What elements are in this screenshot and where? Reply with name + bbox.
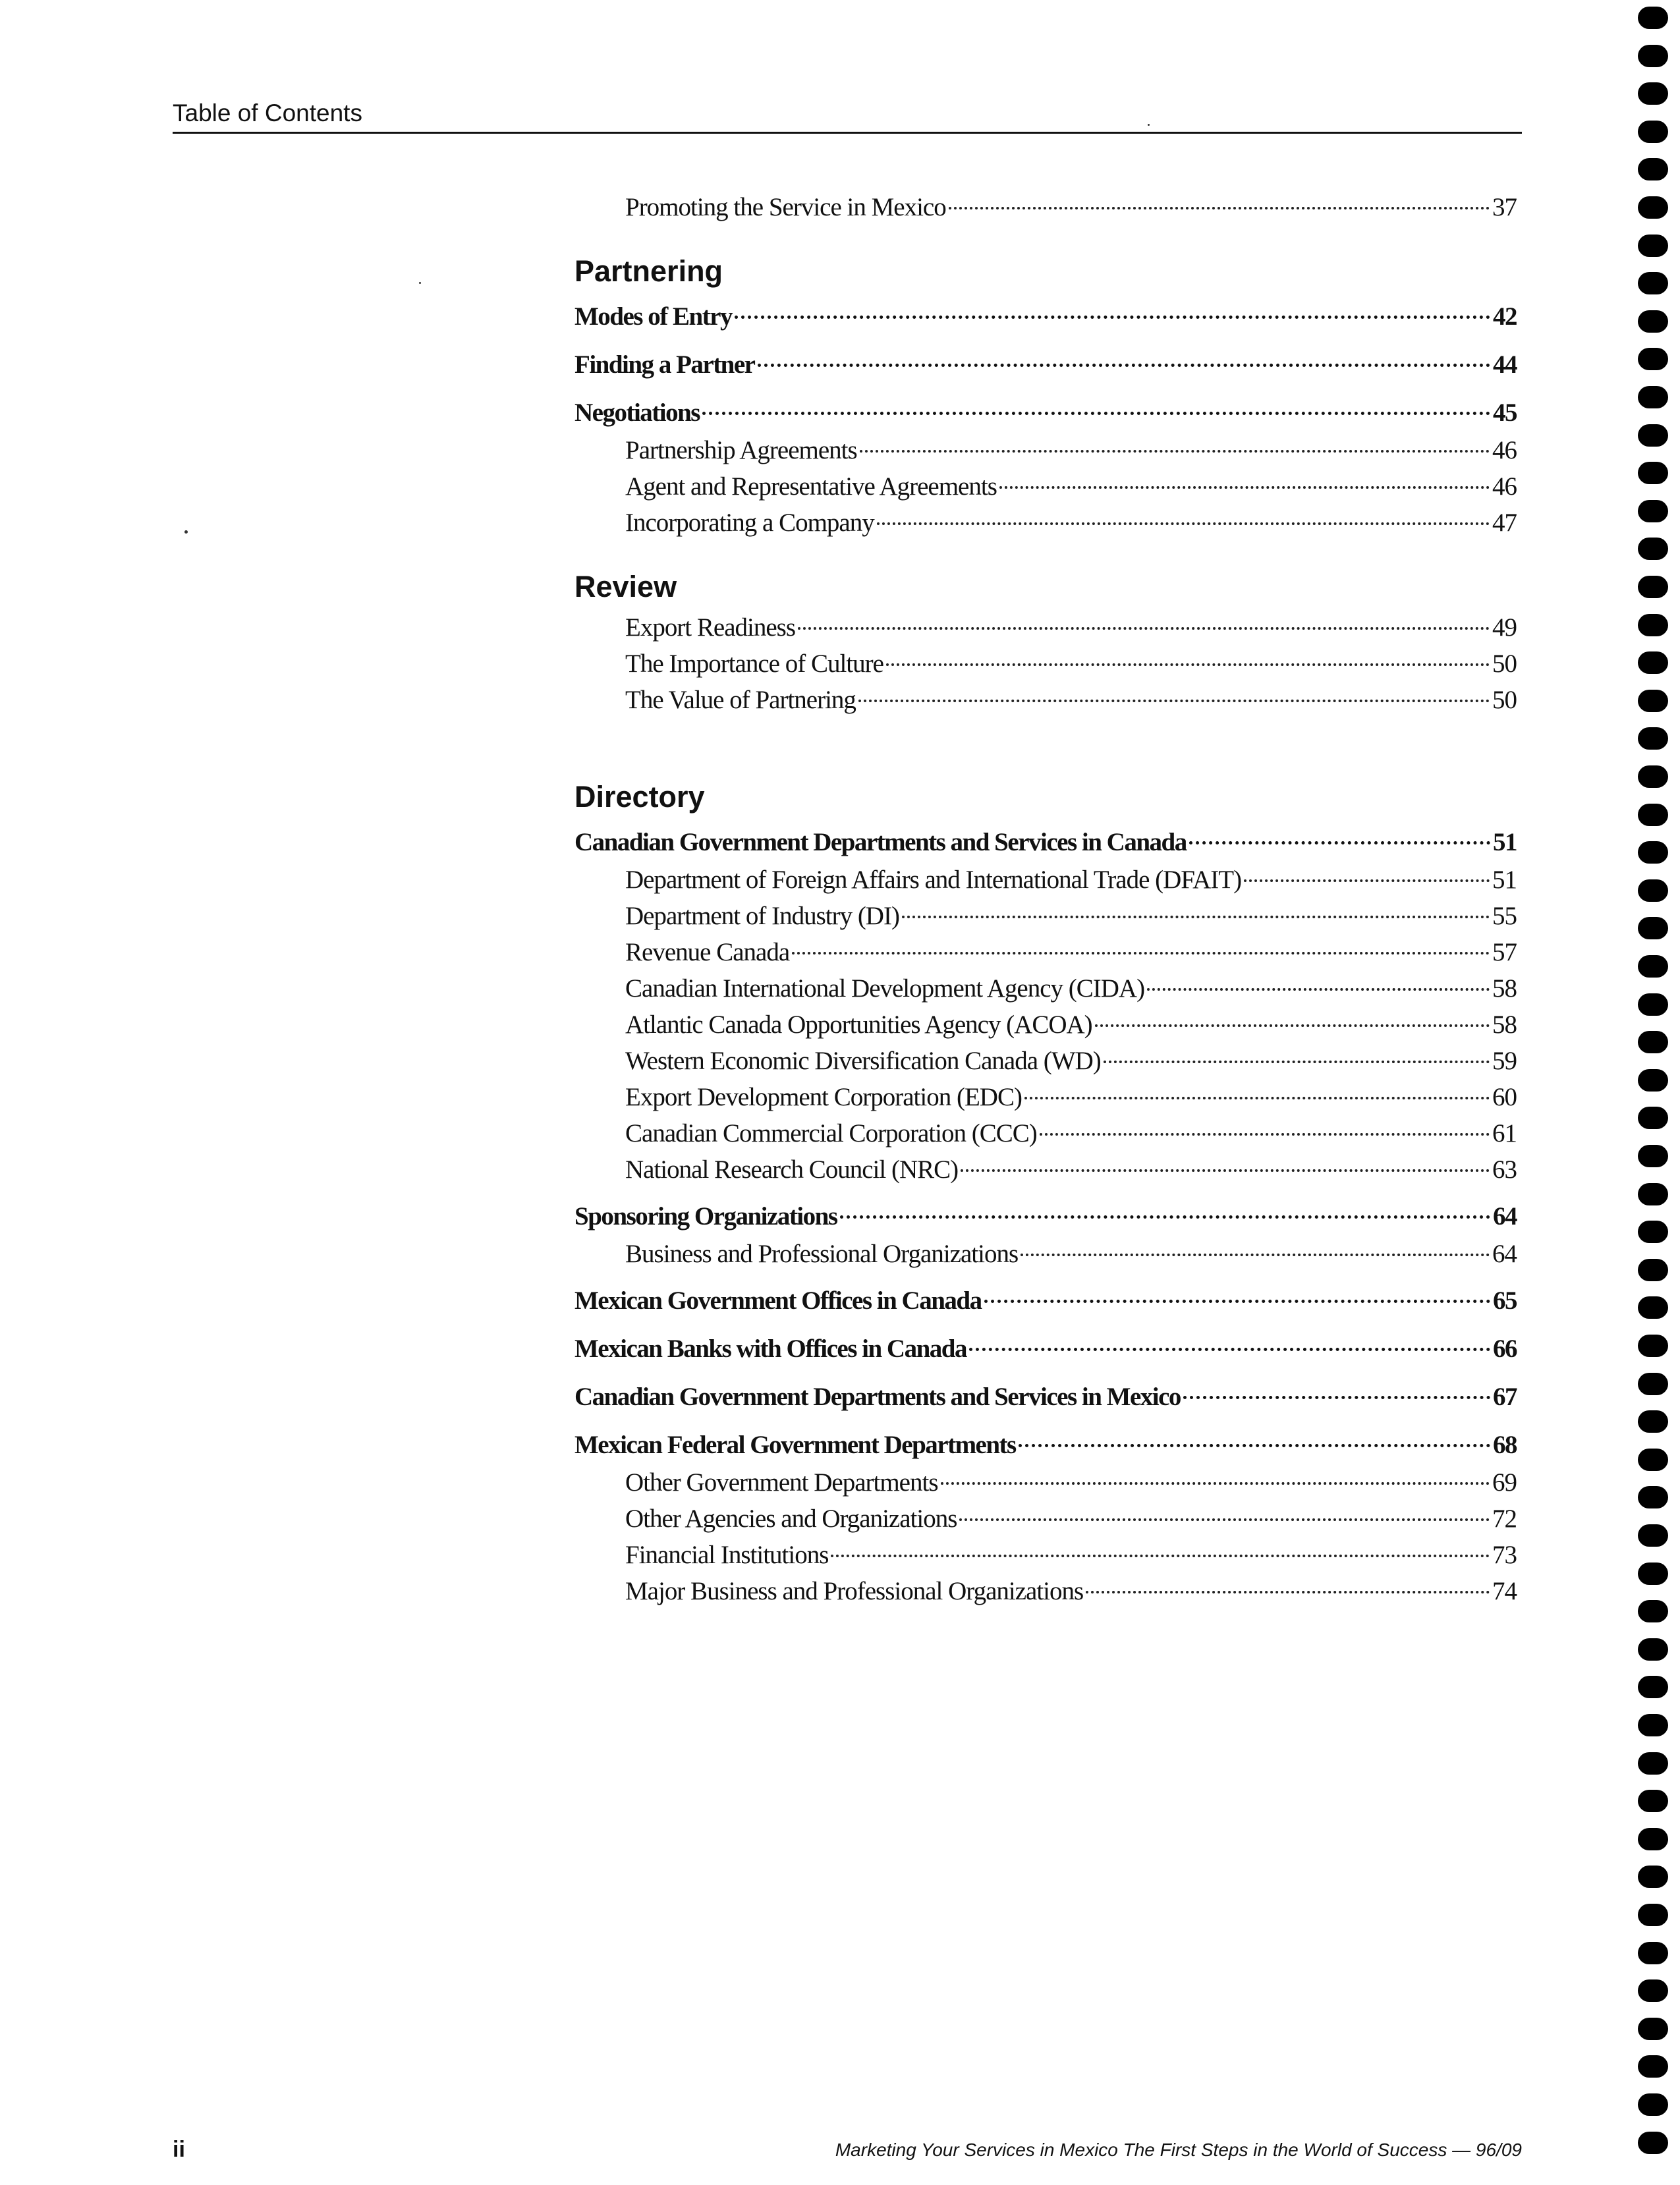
scan-speck bbox=[419, 282, 421, 284]
entry-page-number: 72 bbox=[1492, 1505, 1517, 1533]
binding-hole bbox=[1638, 1296, 1668, 1319]
entry-page-number: 51 bbox=[1493, 828, 1517, 856]
binding-hole bbox=[1638, 1752, 1668, 1775]
dot-leader bbox=[877, 522, 1490, 525]
toc-subentry[interactable] bbox=[574, 1043, 1517, 1079]
entry-page-number: 65 bbox=[1493, 1286, 1517, 1315]
entry-title: Atlantic Canada Opportunities Agency (ACOA) bbox=[625, 1010, 1092, 1039]
toc-subentry[interactable] bbox=[574, 1115, 1517, 1151]
binding-hole bbox=[1638, 804, 1668, 826]
binding-hole bbox=[1638, 1335, 1668, 1357]
binding-hole bbox=[1638, 1600, 1668, 1622]
toc-subentry[interactable] bbox=[574, 934, 1517, 970]
entry-title: Financial Institutions bbox=[625, 1541, 829, 1569]
entry-title: Promoting the Service in Mexico bbox=[625, 193, 946, 221]
binding-hole bbox=[1638, 386, 1668, 408]
entry-page-number: 50 bbox=[1492, 650, 1517, 678]
entry-title: National Research Council (NRC) bbox=[625, 1155, 959, 1184]
entry-title: Sponsoring Organizations bbox=[574, 1202, 837, 1231]
binding-hole bbox=[1638, 2018, 1668, 2040]
toc-subentry[interactable] bbox=[574, 189, 1517, 225]
binding-hole bbox=[1638, 1069, 1668, 1092]
dot-leader bbox=[1095, 1024, 1490, 1027]
toc-subentry[interactable] bbox=[574, 1236, 1517, 1272]
entry-page-number: 59 bbox=[1492, 1047, 1517, 1075]
entry-page-number: 58 bbox=[1492, 1010, 1517, 1039]
dot-leader bbox=[999, 486, 1490, 489]
entry-page-number: 67 bbox=[1493, 1383, 1517, 1411]
entry-page-number: 73 bbox=[1492, 1541, 1517, 1569]
binding-hole bbox=[1638, 1107, 1668, 1129]
toc-subentry[interactable] bbox=[574, 970, 1517, 1007]
dot-leader bbox=[969, 1348, 1490, 1351]
binding-hole bbox=[1638, 1714, 1668, 1736]
binding-hole bbox=[1638, 7, 1668, 29]
binding-hole bbox=[1638, 1979, 1668, 2002]
running-header bbox=[173, 99, 1522, 134]
binding-hole bbox=[1638, 1676, 1668, 1698]
dot-leader bbox=[961, 1169, 1490, 1172]
entry-title: Export Readiness bbox=[625, 613, 796, 642]
binding-hole bbox=[1638, 2093, 1668, 2116]
scan-speck bbox=[1148, 124, 1150, 126]
toc-subentry[interactable] bbox=[574, 1464, 1517, 1501]
publication-footer: Marketing Your Services in Mexico The First Steps in the World of Success — 96/09 bbox=[835, 2140, 1522, 2160]
entry-page-number: 37 bbox=[1492, 193, 1517, 221]
toc-subentry[interactable] bbox=[574, 609, 1517, 646]
binding-hole bbox=[1638, 1373, 1668, 1395]
binding-hole bbox=[1638, 310, 1668, 333]
entry-page-number: 60 bbox=[1492, 1083, 1517, 1111]
entry-page-number: 58 bbox=[1492, 974, 1517, 1003]
entry-page-number: 42 bbox=[1493, 302, 1517, 331]
entry-title: Negotiations bbox=[574, 399, 700, 427]
binding-hole bbox=[1638, 993, 1668, 1016]
entry-title: The Importance of Culture bbox=[625, 650, 883, 678]
entry-page-number: 64 bbox=[1492, 1240, 1517, 1268]
dot-leader bbox=[959, 1518, 1490, 1521]
binding-hole bbox=[1638, 1145, 1668, 1167]
binding-hole bbox=[1638, 424, 1668, 447]
binding-hole bbox=[1638, 1410, 1668, 1433]
binding-hole bbox=[1638, 121, 1668, 143]
toc-subentry[interactable] bbox=[574, 1007, 1517, 1043]
entry-page-number: 44 bbox=[1493, 350, 1517, 379]
binding-hole bbox=[1638, 1486, 1668, 1508]
entry-title: Export Development Corporation (EDC) bbox=[625, 1083, 1022, 1111]
dot-leader bbox=[860, 450, 1490, 453]
toc-subentry[interactable] bbox=[574, 468, 1517, 505]
dot-leader bbox=[1040, 1133, 1490, 1136]
binding-hole bbox=[1638, 538, 1668, 560]
entry-title: Mexican Banks with Offices in Canada bbox=[574, 1335, 966, 1363]
dot-leader bbox=[831, 1555, 1490, 1557]
entry-page-number: 69 bbox=[1492, 1468, 1517, 1497]
binding-hole bbox=[1638, 196, 1668, 219]
binding-hole bbox=[1638, 917, 1668, 939]
binding-hole bbox=[1638, 651, 1668, 674]
toc-subentry[interactable] bbox=[574, 1501, 1517, 1537]
entry-title: Other Agencies and Organizations bbox=[625, 1505, 957, 1533]
binding-hole bbox=[1638, 1221, 1668, 1243]
binding-hole bbox=[1638, 82, 1668, 105]
dot-leader bbox=[798, 627, 1490, 630]
binding-hole bbox=[1638, 765, 1668, 788]
dot-leader bbox=[1021, 1254, 1490, 1256]
dot-leader bbox=[735, 316, 1490, 319]
page-number: ii bbox=[173, 2137, 185, 2162]
table-of-contents bbox=[574, 189, 1517, 1609]
entry-page-number: 50 bbox=[1492, 686, 1517, 714]
dot-leader bbox=[792, 952, 1490, 954]
toc-entry[interactable] bbox=[574, 1426, 1517, 1464]
toc-entry[interactable] bbox=[574, 1198, 1517, 1236]
dot-leader bbox=[858, 700, 1490, 702]
toc-subentry[interactable] bbox=[574, 682, 1517, 718]
dot-leader bbox=[1147, 988, 1490, 991]
binding-hole bbox=[1638, 614, 1668, 636]
toc-subentry[interactable] bbox=[574, 432, 1517, 468]
entry-title: Partnership Agreements bbox=[625, 436, 857, 464]
dot-leader bbox=[1183, 1396, 1490, 1399]
binding-hole bbox=[1638, 45, 1668, 67]
page-title: Table of Contents bbox=[173, 99, 362, 126]
dot-leader bbox=[702, 412, 1490, 415]
entry-title: Finding a Partner bbox=[574, 350, 755, 379]
dot-leader bbox=[1024, 1097, 1490, 1099]
dot-leader bbox=[941, 1482, 1490, 1485]
entry-title: Western Economic Diversification Canada (WD) bbox=[625, 1047, 1101, 1075]
dot-leader bbox=[949, 207, 1490, 209]
toc-subentry[interactable] bbox=[574, 646, 1517, 682]
dot-leader bbox=[840, 1215, 1490, 1219]
binding-hole bbox=[1638, 955, 1668, 978]
entry-title: Canadian International Development Agency (CIDA) bbox=[625, 974, 1145, 1003]
toc-entry[interactable] bbox=[574, 394, 1517, 432]
toc-entry[interactable] bbox=[574, 1330, 1517, 1368]
entry-page-number: 61 bbox=[1492, 1119, 1517, 1148]
entry-page-number: 66 bbox=[1493, 1335, 1517, 1363]
entry-page-number: 64 bbox=[1493, 1202, 1517, 1231]
toc-subentry[interactable] bbox=[574, 898, 1517, 934]
entry-title: Department of Foreign Affairs and International Trade (DFAIT) bbox=[625, 866, 1242, 894]
entry-title: Mexican Federal Government Departments bbox=[574, 1431, 1016, 1459]
dot-leader bbox=[984, 1300, 1490, 1303]
binding-hole bbox=[1638, 727, 1668, 750]
dot-leader bbox=[1019, 1444, 1490, 1447]
dot-leader bbox=[886, 663, 1490, 666]
entry-title: Canadian Commercial Corporation (CCC) bbox=[625, 1119, 1037, 1148]
toc-subentry[interactable] bbox=[574, 862, 1517, 898]
binding-hole bbox=[1638, 1638, 1668, 1661]
toc-entry[interactable] bbox=[574, 823, 1517, 862]
dot-leader bbox=[1104, 1061, 1490, 1063]
binding-hole bbox=[1638, 879, 1668, 902]
binding-hole bbox=[1638, 1942, 1668, 1964]
entry-page-number: 46 bbox=[1492, 472, 1517, 501]
entry-title: Canadian Government Departments and Services in Mexico bbox=[574, 1383, 1181, 1411]
binding-hole bbox=[1638, 2132, 1668, 2154]
binding-hole bbox=[1638, 841, 1668, 864]
binding-hole bbox=[1638, 1563, 1668, 1585]
binding-hole bbox=[1638, 1790, 1668, 1812]
binding-hole bbox=[1638, 1524, 1668, 1547]
section-heading: Directory bbox=[574, 780, 705, 814]
entry-page-number: 47 bbox=[1492, 509, 1517, 537]
entry-title: Agent and Representative Agreements bbox=[625, 472, 997, 501]
binding-hole bbox=[1638, 1828, 1668, 1850]
entry-page-number: 51 bbox=[1492, 866, 1517, 894]
dot-leader bbox=[1189, 841, 1490, 844]
entry-page-number: 63 bbox=[1492, 1155, 1517, 1184]
entry-title: Other Government Departments bbox=[625, 1468, 938, 1497]
entry-title: Department of Industry (DI) bbox=[625, 902, 899, 930]
toc-subentry[interactable] bbox=[574, 505, 1517, 541]
toc-entry[interactable] bbox=[574, 346, 1517, 384]
spiral-binding bbox=[1638, 0, 1671, 2185]
binding-hole bbox=[1638, 690, 1668, 712]
binding-hole bbox=[1638, 348, 1668, 370]
section-heading: Partnering bbox=[574, 254, 723, 288]
entry-title: Modes of Entry bbox=[574, 302, 732, 331]
binding-hole bbox=[1638, 2055, 1668, 2078]
binding-hole bbox=[1638, 1031, 1668, 1053]
binding-hole bbox=[1638, 235, 1668, 257]
toc-entry[interactable] bbox=[574, 298, 1517, 336]
binding-hole bbox=[1638, 576, 1668, 598]
entry-title: Incorporating a Company bbox=[625, 509, 874, 537]
dot-leader bbox=[1086, 1591, 1490, 1593]
binding-hole bbox=[1638, 500, 1668, 522]
toc-subentry[interactable] bbox=[574, 1079, 1517, 1115]
entry-title: Business and Professional Organizations bbox=[625, 1240, 1019, 1268]
entry-page-number: 49 bbox=[1492, 613, 1517, 642]
dot-leader bbox=[1244, 879, 1490, 882]
toc-subentry[interactable] bbox=[574, 1537, 1517, 1573]
entry-page-number: 68 bbox=[1493, 1431, 1517, 1459]
entry-page-number: 45 bbox=[1493, 399, 1517, 427]
dot-leader bbox=[902, 916, 1490, 918]
entry-page-number: 55 bbox=[1492, 902, 1517, 930]
binding-hole bbox=[1638, 1183, 1668, 1205]
binding-hole bbox=[1638, 272, 1668, 294]
entry-page-number: 57 bbox=[1492, 938, 1517, 966]
binding-hole bbox=[1638, 1449, 1668, 1471]
binding-hole bbox=[1638, 1904, 1668, 1926]
binding-hole bbox=[1638, 1259, 1668, 1281]
binding-hole bbox=[1638, 462, 1668, 484]
toc-subentry[interactable] bbox=[574, 1573, 1517, 1609]
entry-title: Canadian Government Departments and Services in Canada bbox=[574, 828, 1187, 856]
scan-speck bbox=[184, 530, 188, 534]
entry-page-number: 74 bbox=[1492, 1577, 1517, 1605]
entry-title: Revenue Canada bbox=[625, 938, 790, 966]
binding-hole bbox=[1638, 1866, 1668, 1888]
toc-subentry[interactable] bbox=[574, 1151, 1517, 1188]
entry-page-number: 46 bbox=[1492, 436, 1517, 464]
toc-entry[interactable] bbox=[574, 1378, 1517, 1416]
section-heading: Review bbox=[574, 570, 677, 603]
entry-title: Major Business and Professional Organizations bbox=[625, 1577, 1084, 1605]
binding-hole bbox=[1638, 158, 1668, 180]
entry-title: The Value of Partnering bbox=[625, 686, 856, 714]
toc-entry[interactable] bbox=[574, 1282, 1517, 1320]
entry-title: Mexican Government Offices in Canada bbox=[574, 1286, 982, 1315]
dot-leader bbox=[758, 364, 1491, 367]
